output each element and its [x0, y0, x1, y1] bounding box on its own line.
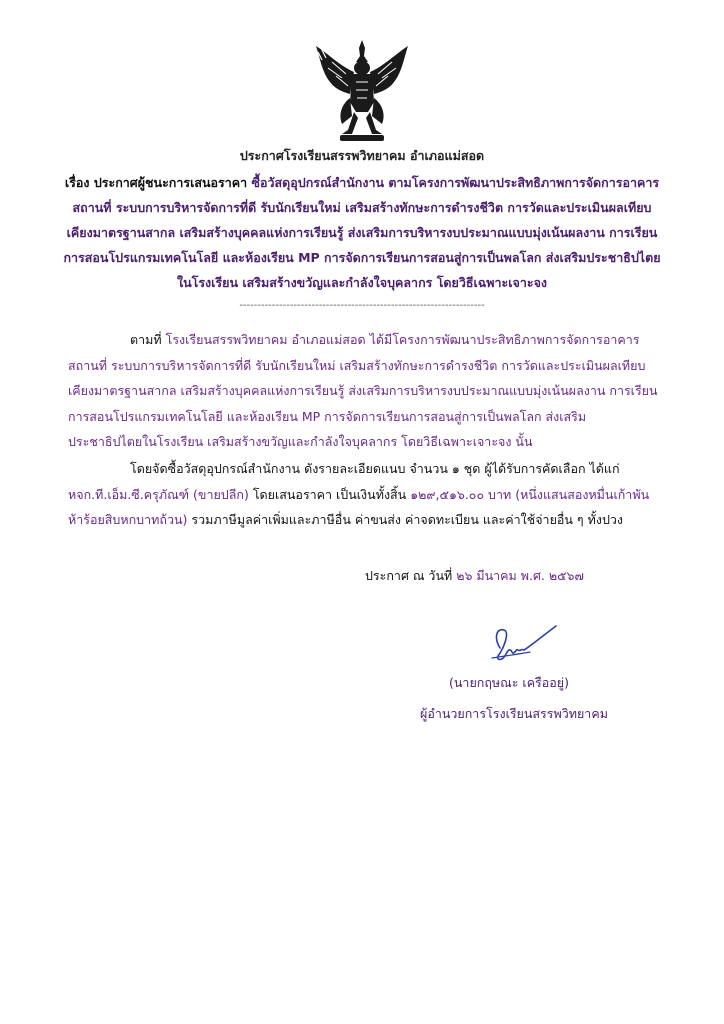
garuda-emblem: [312, 38, 412, 144]
p1-body: ได้มีโครงการพัฒนาประสิทธิภาพการจัดการอาคารสถานที่ ระบบการบริหารจัดการที่ดี รับนักเรียนใหม่ เสริมสร้างทักษะการดำรงชีวิต การวัดและประเมินผลเทียบเคียงมาตรฐานสากล เสริมสร้างบุคคลแห่งการเรียนรู้ ส่งเสริมการบริหารงบประมาณแบบมุ่งเน้นผลงาน การเรียนการสอนโปรแกรมเทคโนโลยี และห้องเรียน MP การจัดการเรียนการสอนสู่การเป็นพลโลก ส่งเสริมประชาธิปไตยในโรงเรียน เสริมสร้างขวัญและกำลังใจบุคลากร โดยวิธีเฉพาะเจาะจง นั้น: [68, 332, 658, 449]
date-value: ๒๖ มีนาคม พ.ศ. ๒๕๖๗: [456, 568, 584, 583]
announcement-title: ประกาศโรงเรียนสรรพวิทยาคม อำเภอแม่สอด: [239, 148, 485, 163]
subject-label: เรื่อง ประกาศผู้ชนะการเสนอราคา: [64, 175, 248, 190]
announcement-date: [365, 566, 584, 586]
p1-prefix: ตามที่: [130, 332, 162, 347]
signatory-position: ผู้อำนวยการโรงเรียนสรรพวิทยาคม: [420, 706, 608, 721]
handwritten-signature: [470, 618, 560, 668]
p2-intro: โดยจัดซื้อวัสดุอุปกรณ์สำนักงาน ดังรายละเอียดแนบ จำนวน ๑ ชุด ผู้ได้รับการคัดเลือก ได้แก่: [130, 461, 620, 476]
paragraph-1: [68, 327, 660, 455]
p1-organization: โรงเรียนสรรพวิทยาคม อำเภอแม่สอด: [165, 332, 366, 347]
p2-offer: โดยเสนอราคา เป็นเงินทั้งสิ้น: [252, 486, 407, 502]
separator-line: --------------------------------------------------------------------: [239, 300, 485, 311]
p2-vendor: หจก.ที.เอ็ม.ซี.ครุภัณฑ์ (ขายปลีก): [68, 486, 249, 502]
signatory-name: (นายกฤษณะ เครืออยู่): [449, 675, 569, 690]
date-label: ประกาศ ณ วันที่: [365, 568, 453, 583]
subject-text: ซื้อวัสดุอุปกรณ์สำนักงาน ตามโครงการพัฒนาประสิทธิภาพการจัดการอาคารสถานที่ ระบบการบริหารจัดการที่ดี รับนักเรียนใหม่ เสริมสร้างทักษะการดำรงชีวิต การวัดและประเมินผลเทียบเคียงมาตรฐานสากล เสริมสร้างบุคคลแห่งการเรียนรู้ ส่งเสริมการบริหารงบประมาณแบบมุ่งเน้นผลงาน การเรียนการสอนโปรแกรมเทคโนโลยี และห้องเรียน MP การจัดการเรียนการสอนสู่การเป็นพลโลก ส่งเสริมประชาธิปไตยในโรงเรียน เสริมสร้างขวัญและกำลังใจบุคลากร โดยวิธีเฉพาะเจาะจง: [63, 175, 661, 290]
subject-block: [62, 170, 662, 295]
p2-amount: ๑๒๙,๕๑๖.๐๐ บาท (หนึ่งแสนสองหมื่นเก้าพันห้าร้อยสิบหกบาทถ้วน): [68, 486, 650, 527]
p2-terms: รวมภาษีมูลค่าเพิ่มและภาษีอื่น ค่าขนส่ง ค่าจดทะเบียน และค่าใช้จ่ายอื่น ๆ ทั้งปวง: [191, 512, 624, 527]
paragraph-2: [68, 456, 660, 533]
